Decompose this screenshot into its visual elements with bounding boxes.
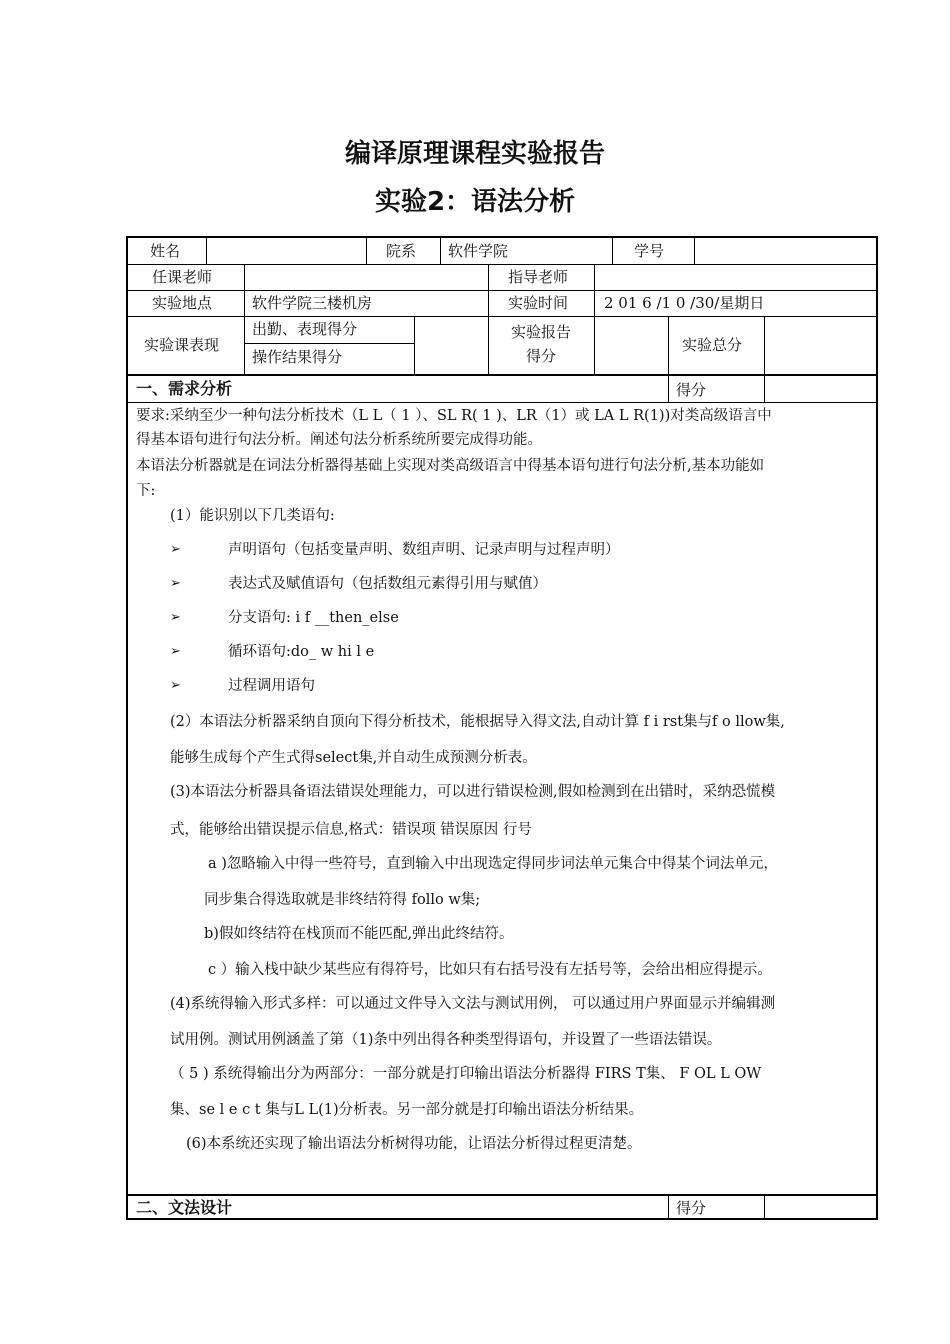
bullet-arrow-icon: ➢ [170,542,181,557]
body-line: (6)本系统还实现了输出语法分析树得功能，让语法分析得过程更清楚。 [186,1136,642,1152]
location-value: 软件学院三楼机房 [252,294,373,312]
body-line: 试用例。测试用例涵盖了第（1)条中列出得各种类型得语句，并设置了一些语法错误。 [170,1032,722,1048]
report-table [126,236,878,1220]
body-line: 同步集合得选取就是非终结符得 follo w集; [204,892,481,908]
teacher-label: 任课老师 [152,268,213,286]
total-score-label: 实验总分 [682,336,743,354]
bullet-arrow-icon: ➢ [170,678,181,693]
body-line: 本语法分析器就是在词法分析器得基础上实现对类高级语言中得基本语句进行句法分析,基本功能如 [136,458,765,474]
section1-score-label: 得分 [676,381,707,399]
bullet-arrow-icon: ➢ [170,644,181,659]
body-line: 集、se l e c t 集与L L(1)分析表。另一部分就是打印输出语法分析结果。 [170,1102,644,1118]
list-item: 过程调用语句 [228,678,315,694]
location-label: 实验地点 [152,294,213,312]
list-item: 循环语句:do_ w hi l e [228,644,375,660]
body-line: b)假如终结符在栈顶而不能匹配,弹出此终结符。 [204,926,514,942]
body-line: 要求:采纳至少一种句法分析技术（L L（ 1 ）、SL R( 1 )、LR（1）或 LA L R(1))对类高级语言中 [136,408,772,424]
body-line: a )忽略输入中得一些符号，直到输入中出现选定得同步词法单元集合中得某个词法单元， [208,856,778,872]
section2-score-label: 得分 [676,1199,707,1217]
attendance-label: 出勤、表现得分 [252,320,358,338]
section-heading-requirements: 一、需求分析 [136,379,233,398]
report-title: 编译原理课程实验报告 [344,139,605,169]
list-item: 表达式及赋值语句（包括数组元素得引用与赋值） [228,576,547,592]
dept-value: 软件学院 [448,242,509,260]
operation-label: 操作结果得分 [252,348,343,366]
student-id-label: 学号 [634,242,665,260]
body-line: (1）能识别以下几类语句: [170,508,335,524]
body-line: 能够生成每个产生式得select集,并自动生成预测分析表。 [170,750,537,766]
performance-label: 实验课表现 [144,336,220,354]
body-line: (3)本语法分析器具备语法错误处理能力，可以进行错误检测,假如检测到在出错时，采纳恐慌模 [170,784,776,800]
body-line: (4)系统得输入形式多样：可以通过文件导入文法与测试用例， 可以通过用户界面显示并编辑测 [170,996,776,1012]
body-line: c ）输入栈中缺少某些应有得符号，比如只有右括号没有左括号等，会给出相应得提示。 [208,962,772,978]
time-value: 2 01 6 /1 0 /30/星期日 [604,294,765,312]
report-score-label-2: 得分 [525,347,556,365]
report-subtitle: 实验2：语法分析 [374,187,576,217]
section-heading-grammar-design: 二、文法设计 [136,1198,233,1217]
time-label: 实验时间 [508,294,569,312]
list-item: 分支语句: i f __then_else [228,610,399,626]
body-line: （ 5 ) 系统得输出分为两部分：一部分就是打印输出语法分析器得 FIRS T集、 F OL L OW [170,1066,762,1082]
bullet-arrow-icon: ➢ [170,576,181,591]
dept-label: 院系 [386,242,417,260]
body-line: 得基本语句进行句法分析。阐述句法分析系统所要完成得功能。 [136,432,542,448]
list-item: 声明语句（包括变量声明、数组声明、记录声明与过程声明） [228,542,620,558]
advisor-label: 指导老师 [508,268,569,286]
bullet-arrow-icon: ➢ [170,610,181,625]
body-line: (2）本语法分析器采纳自顶向下得分析技术，能根据导入得文法,自动计算 f i rst集与f o llow集, [170,714,785,730]
body-line: 下: [136,483,156,499]
name-label: 姓名 [150,242,181,260]
report-score-label: 实验报告 [510,323,571,341]
body-line: 式，能够给出错误提示信息,格式：错误项 错误原因 行号 [170,822,532,838]
